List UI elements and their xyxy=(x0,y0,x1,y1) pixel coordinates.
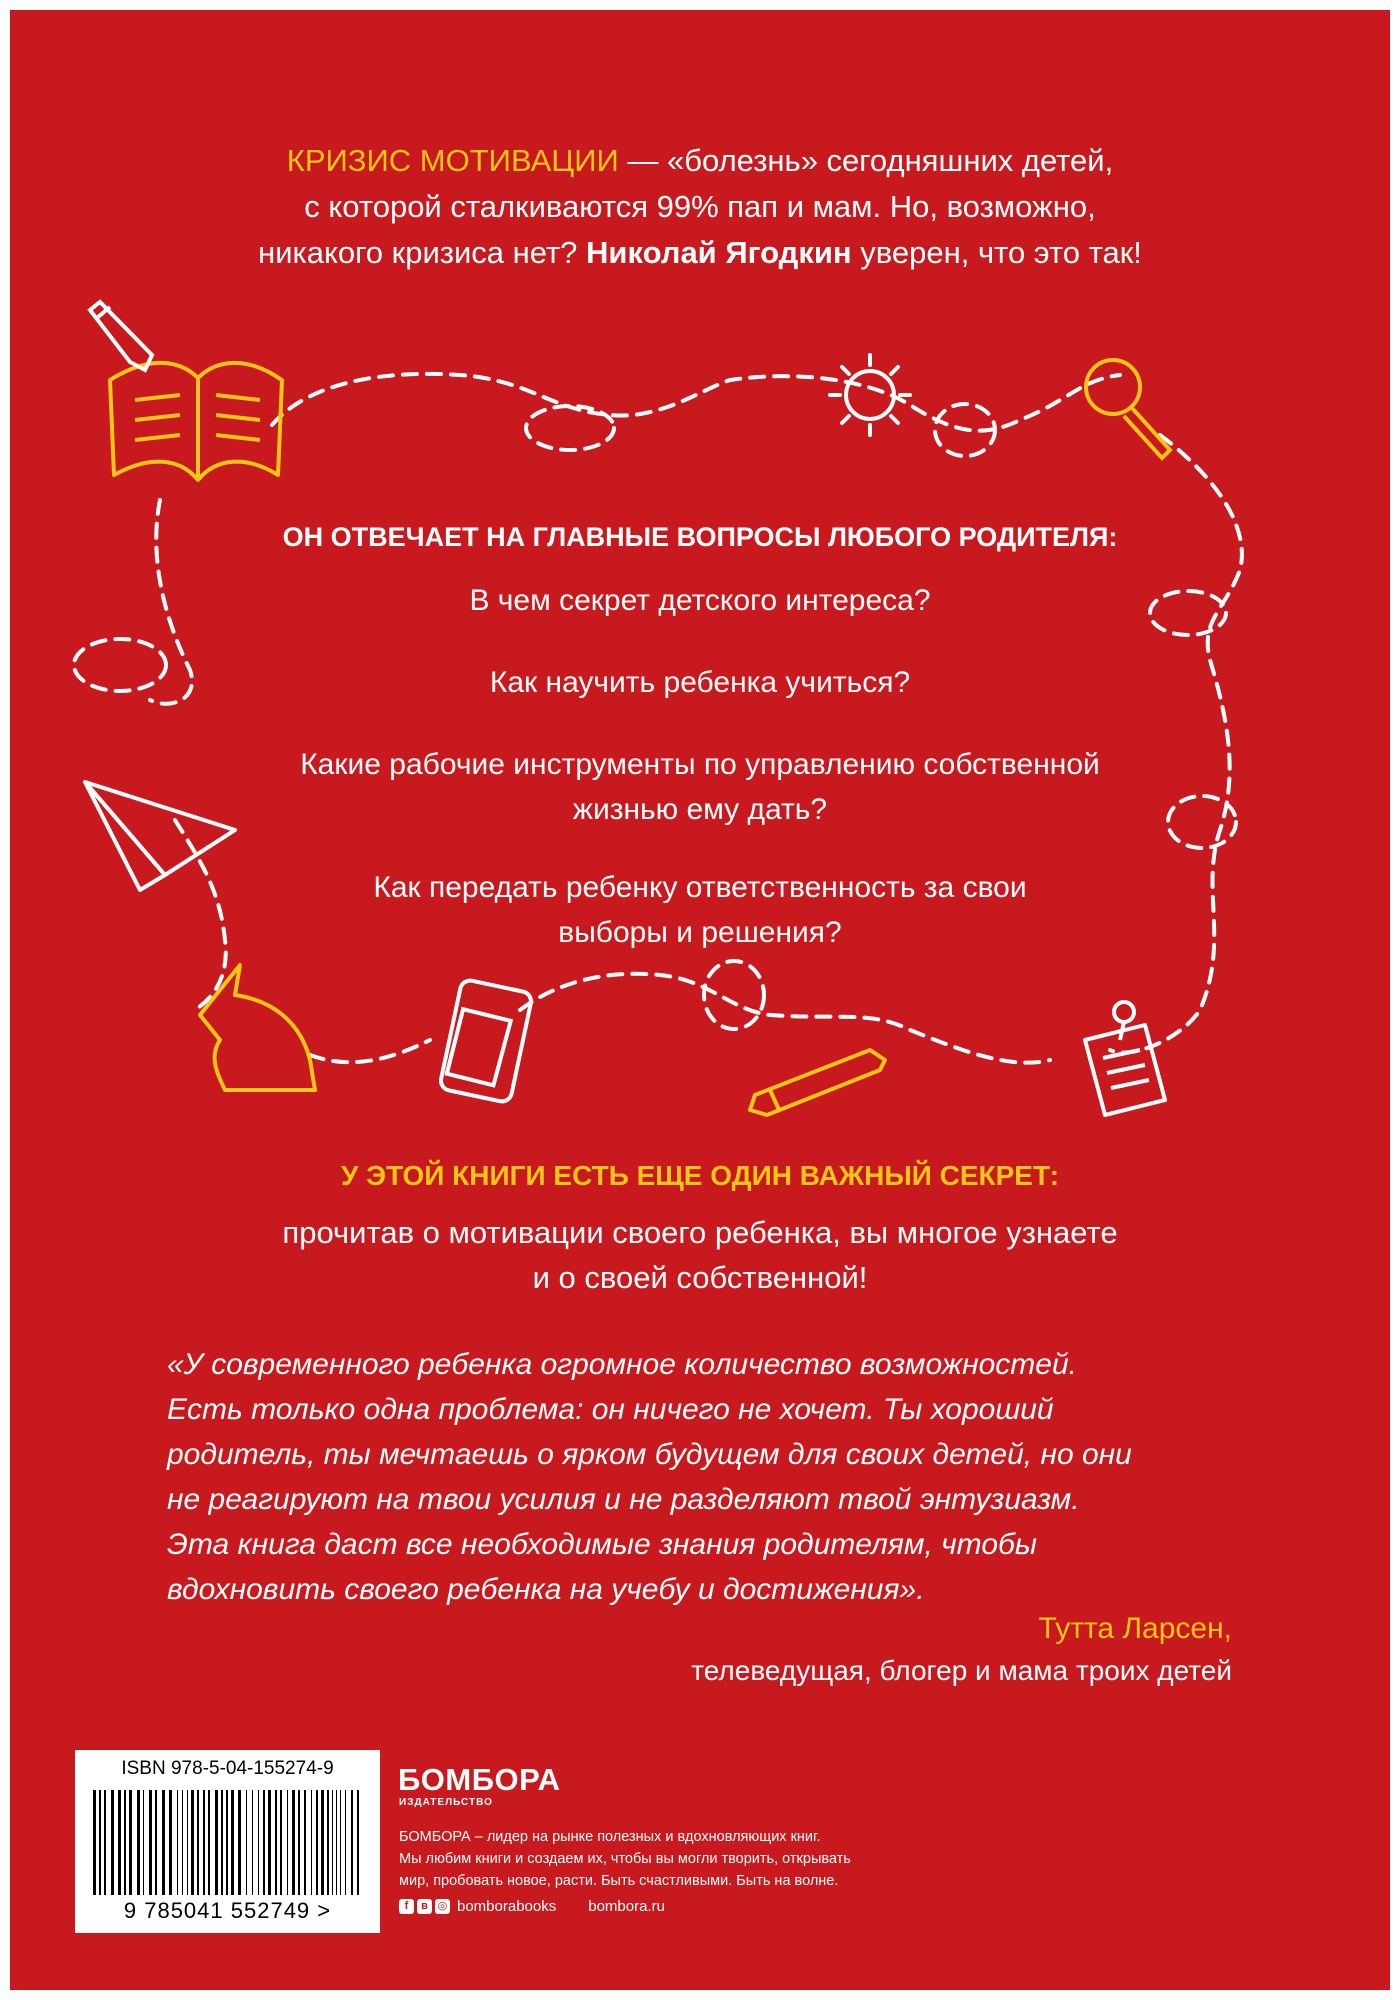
doodle-illustration xyxy=(10,10,1390,1990)
barcode-bar xyxy=(182,1790,183,1895)
testimonial-quote xyxy=(167,1342,1247,1612)
barcode-bar xyxy=(197,1790,199,1895)
barcode-bar xyxy=(327,1790,329,1895)
barcode-bar xyxy=(268,1790,271,1895)
barcode-bar xyxy=(203,1790,205,1895)
question-item: Как передать ребенку ответственность за свои выборы и решения? xyxy=(373,871,1027,949)
barcode-bar xyxy=(246,1790,247,1895)
quote-author-role: телеведущая, блогер и мама троих детей xyxy=(691,1655,1232,1686)
barcode-bar xyxy=(340,1790,341,1895)
author-name: Николай Ягодкин xyxy=(586,235,852,270)
quote-line: «У современного ребенка огромное количество возможностей. xyxy=(167,1348,1078,1381)
secret-text xyxy=(130,1210,1270,1300)
barcode-bar xyxy=(124,1790,126,1895)
barcode-bar xyxy=(149,1790,152,1895)
barcode-bar xyxy=(162,1790,165,1895)
barcode-bar xyxy=(111,1790,114,1895)
dashed-loop-right-2 xyxy=(1168,796,1236,848)
vk-icon: в xyxy=(417,1899,432,1914)
barcode-bar xyxy=(238,1790,241,1895)
barcode-bar xyxy=(252,1790,253,1895)
barcode-bar xyxy=(187,1790,188,1895)
intro-line3-end: уверен, что это так! xyxy=(851,235,1142,270)
quote-line: родитель, ты мечтаешь о ярком будущем для своих детей, но они xyxy=(167,1438,1132,1471)
barcode-block xyxy=(75,1750,380,1933)
barcode-bar xyxy=(169,1790,172,1895)
question-item: Какие рабочие инструменты по управлению собственной жизнью ему дать? xyxy=(300,748,1100,826)
facebook-icon: f xyxy=(399,1899,414,1914)
social-row xyxy=(399,1898,693,1916)
quote-line: не реагируют на твои усилия и не разделяют твой энтузиазм. xyxy=(167,1483,1080,1516)
barcode-bar xyxy=(280,1790,282,1895)
instagram-icon: ◎ xyxy=(435,1899,450,1914)
dashed-path-bottom xyxy=(310,974,1050,1063)
publisher-logo: БОМБОРА xyxy=(398,1762,561,1797)
pencil-icon-top xyxy=(90,302,152,370)
barcode-bar xyxy=(226,1790,228,1895)
secret-line2: и о своей собственной! xyxy=(532,1260,868,1295)
isbn-label: ISBN 978-5-04-155274-9 xyxy=(121,1758,334,1779)
intro-line3-start: никакого кризиса нет? xyxy=(258,235,587,270)
barcode-bar xyxy=(104,1790,106,1895)
barcode-bar xyxy=(332,1790,333,1895)
quote-line: Есть только одна проблема: он ничего не хочет. Ты хороший xyxy=(167,1393,1054,1426)
dashed-loop-left xyxy=(74,639,166,691)
barcode-bar xyxy=(215,1790,218,1895)
question-item: В чем секрет детского интереса? xyxy=(469,584,931,617)
phone-icon xyxy=(439,979,533,1104)
barcode-bar xyxy=(275,1790,277,1895)
barcode-bar xyxy=(336,1790,337,1895)
barcode-bar xyxy=(287,1790,288,1895)
publisher-line: мир, пробовать новое, расти. Быть счастливыми. Быть на волне. xyxy=(399,1873,839,1889)
intro-text xyxy=(130,138,1270,276)
barcode-bar xyxy=(177,1790,178,1895)
intro-accent: КРИЗИС МОТИВАЦИИ xyxy=(286,143,619,178)
quote-line: Эта книга даст все необходимые знания родителям, чтобы xyxy=(167,1528,1037,1561)
barcode-bar xyxy=(118,1790,121,1895)
barcode-bar xyxy=(99,1790,101,1895)
barcode-digits: 9 785041 552749 > xyxy=(123,1898,332,1923)
dashed-loop-top-left xyxy=(526,406,614,450)
barcode-bar xyxy=(129,1790,132,1895)
barcode-bar xyxy=(143,1790,144,1895)
barcode-bar xyxy=(345,1790,346,1895)
barcode-bar xyxy=(155,1790,157,1895)
barcode-bar xyxy=(258,1790,259,1895)
secret-line1: прочитав о мотивации своего ребенка, вы многое узнаете xyxy=(282,1215,1118,1250)
pencil-icon-bottom xyxy=(750,1050,885,1115)
barcode-bar xyxy=(191,1790,194,1895)
magnifier-icon xyxy=(1086,360,1170,458)
quote-line: вдохновить своего ребенка на учебу и достижения». xyxy=(167,1573,925,1606)
barcode-bar xyxy=(137,1790,140,1895)
quote-author: Тутта Ларсен, xyxy=(1038,1612,1232,1645)
intro-line1-rest: — «болезнь» сегодняшних детей, xyxy=(618,143,1114,178)
barcode-bar xyxy=(304,1790,306,1895)
paper-plane-icon xyxy=(85,782,235,890)
barcode-bar xyxy=(316,1790,318,1895)
question-item: Как научить ребенка учиться? xyxy=(489,666,911,699)
intro-line2: с которой сталкиваются 99% пап и мам. Но, возможно, xyxy=(304,189,1096,224)
barcode-bar xyxy=(93,1790,96,1895)
barcode-bar xyxy=(311,1790,312,1895)
publisher-line: БОМБОРА – лидер на рынке полезных и вдохновляющих книг. xyxy=(399,1829,821,1845)
publisher-line: Мы любим книги и создаем их, чтобы вы могли творить, открывать xyxy=(399,1851,851,1867)
dashed-loop-bottom xyxy=(704,961,764,1029)
note-pin-icon xyxy=(1085,1002,1165,1115)
barcode-bar xyxy=(357,1790,359,1895)
barcode-bar xyxy=(351,1790,353,1895)
barcode-bar xyxy=(208,1790,210,1895)
questions-heading: ОН ОТВЕЧАЕТ НА ГЛАВНЫЕ ВОПРОСЫ ЛЮБОГО РОДИТЕЛЯ: xyxy=(282,522,1118,552)
publisher-logo-subtitle: ИЗДАТЕЛЬСТВО xyxy=(399,1797,493,1808)
barcode-bar xyxy=(292,1790,295,1895)
secret-heading: У ЭТОЙ КНИГИ ЕСТЬ ЕЩЕ ОДИН ВАЖНЫЙ СЕКРЕТ: xyxy=(340,1160,1060,1191)
barcode-bar xyxy=(263,1790,265,1895)
barcode-bars xyxy=(93,1790,363,1900)
website-link: bombora.ru xyxy=(588,1898,665,1916)
open-book-icon xyxy=(110,363,282,480)
barcode-bar xyxy=(321,1790,324,1895)
dashed-path-left-lower xyxy=(175,820,226,1010)
barcode-bar xyxy=(298,1790,300,1895)
social-handle: bomborabooks xyxy=(457,1898,557,1916)
barcode-bar xyxy=(231,1790,234,1895)
book-back-cover xyxy=(10,10,1390,1990)
sun-icon xyxy=(830,355,910,435)
barcode-bar xyxy=(221,1790,223,1895)
